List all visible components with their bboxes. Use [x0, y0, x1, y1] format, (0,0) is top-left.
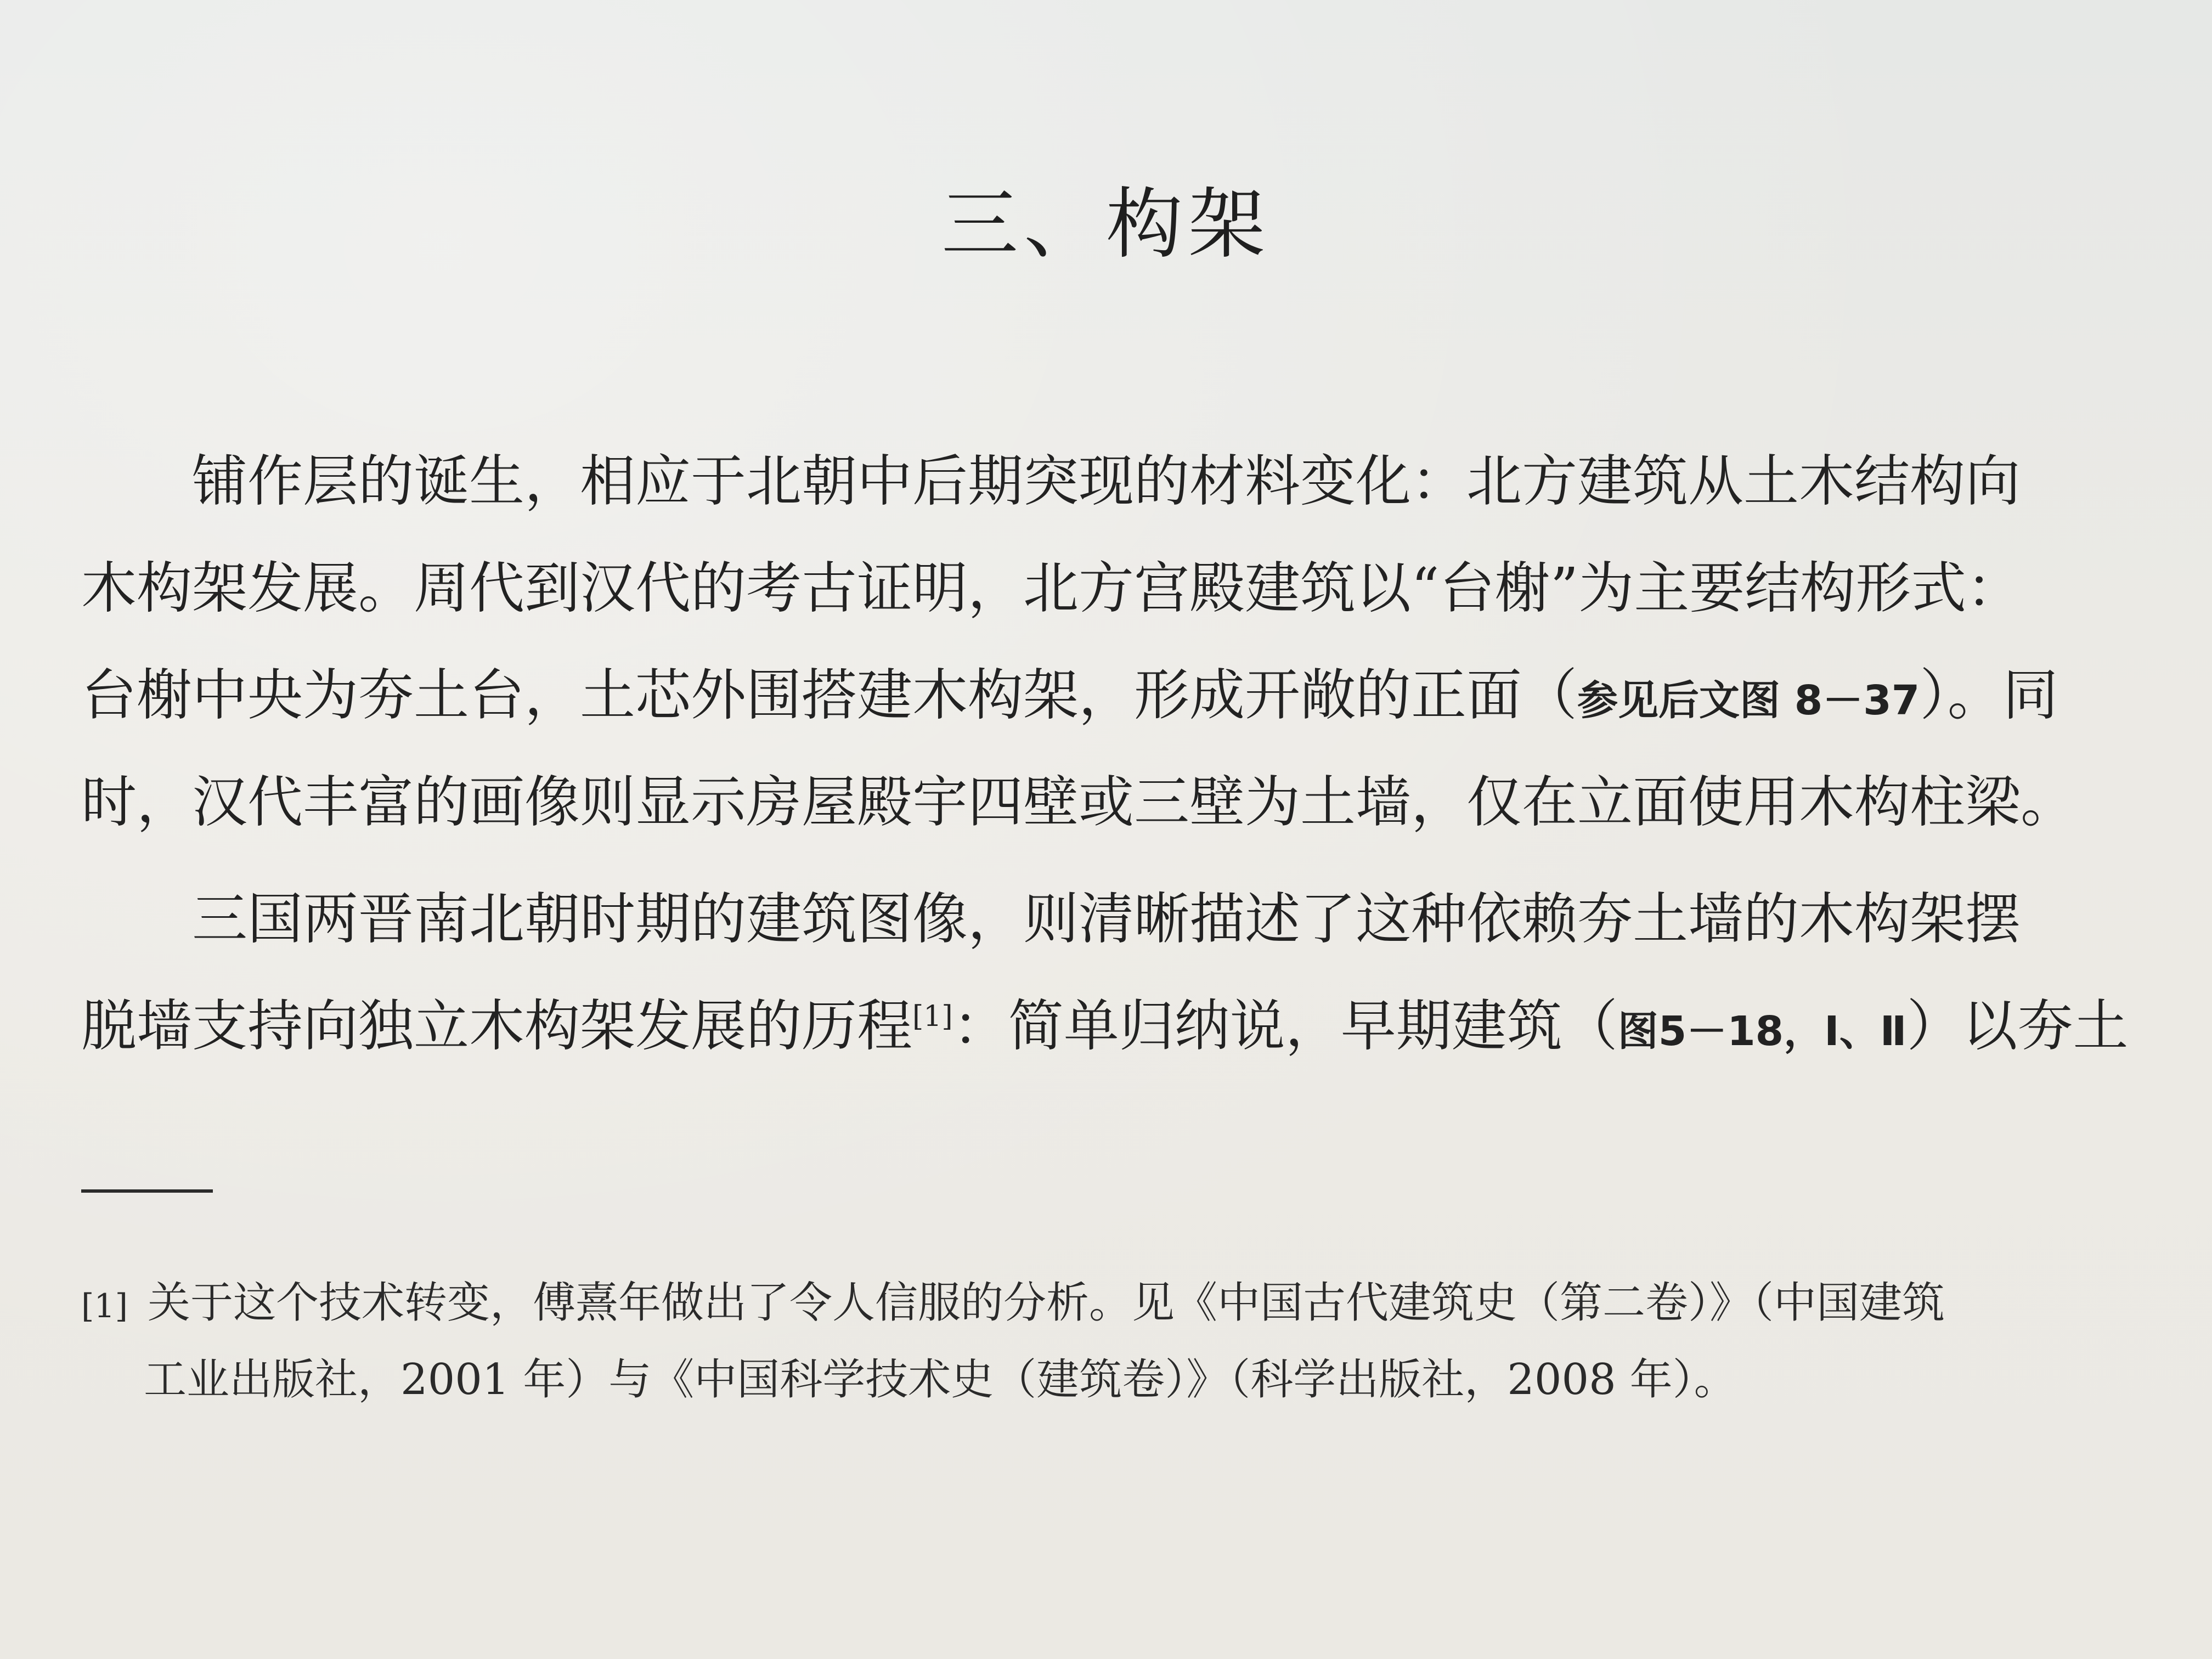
- figure-reference: 参见后文图 8－37: [1577, 677, 1920, 724]
- paragraph-1-line-3-text: 台榭中央为夯土台，土芯外围搭建木构架，形成开敞的正面（: [81, 663, 1578, 727]
- footnote-text-1: 关于这个技术转变，傅熹年做出了令人信服的分析。见《中国古代建筑史（第二卷）》（中国建筑: [148, 1278, 1945, 1328]
- footnote-reference: [1]: [912, 1000, 953, 1033]
- figure-reference: 图5－18，Ⅰ、Ⅱ: [1617, 1008, 1907, 1055]
- paragraph-2-line-1: 三国两晋南北朝时期的建筑图像，则清晰描述了这种依赖夯土墙的木构架摆: [192, 887, 2021, 951]
- paragraph-1-line-3-tail: ）。同: [1920, 663, 2058, 727]
- paragraph-1-line-4: 时，汉代丰富的画像则显示房屋殿宇四壁或三壁为土墙，仅在立面使用木构柱梁。: [81, 770, 2076, 834]
- footnote-line-2: 工业出版社，2001 年）与《中国科学技术史（建筑卷）》（科学出版社，2008 年）。: [144, 1355, 1737, 1404]
- paragraph-1-line-1: 铺作层的诞生，相应于北朝中后期突现的材料变化：北方建筑从土木结构向: [192, 449, 2021, 514]
- paragraph-1-line-2: 木构架发展。周代到汉代的考古证明，北方宫殿建筑以“台榭”为主要结构形式：: [81, 556, 2022, 620]
- paragraph-2-line-2-tail: ）以夯土: [1906, 994, 2129, 1058]
- paragraph-2-line-2: [81, 990, 2128, 1067]
- paragraph-1-line-3: [81, 659, 2058, 736]
- section-heading: 三、构架: [941, 180, 1271, 269]
- footnote-line-1: [81, 1276, 1945, 1334]
- paragraph-2-line-2-text: 脱墙支持向独立木构架发展的历程: [81, 994, 913, 1058]
- footnote-divider: [81, 1189, 213, 1193]
- footnote-marker: [1]: [81, 1287, 128, 1325]
- paragraph-2-line-2-mid: ：简单归纳说，早期建筑（: [952, 994, 1618, 1058]
